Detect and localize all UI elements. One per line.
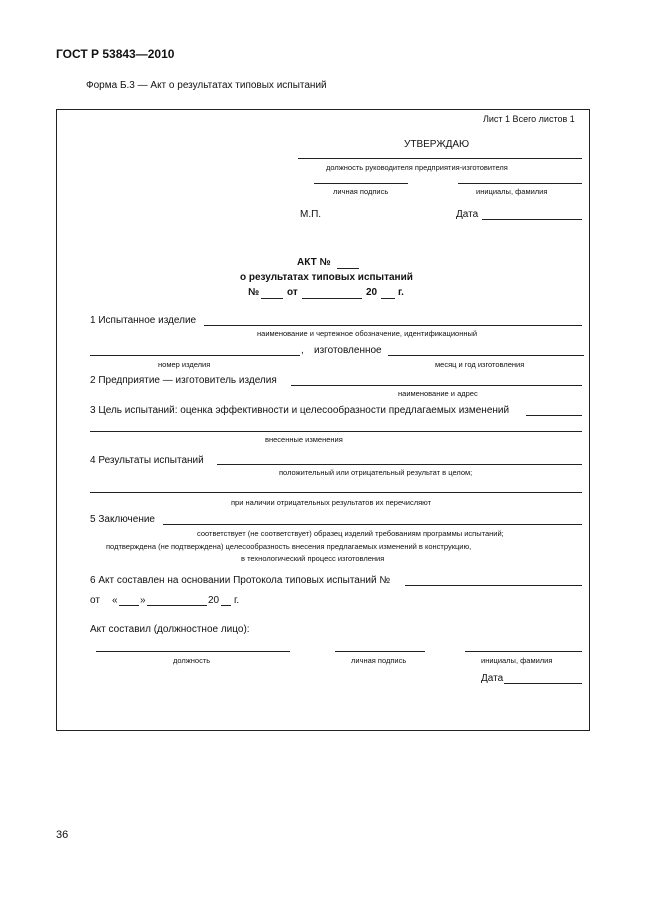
item6-g: г. [234, 595, 240, 606]
item5-caption1: соответствует (не соответствует) образец изделий требованиям программы испытаний; [197, 529, 504, 538]
item4-caption2: при наличии отрицательных результатов их перечисляют [231, 498, 432, 507]
item4-label: 4 Результаты испытаний [90, 455, 204, 466]
compiler-caption-signature: личная подпись [351, 656, 407, 665]
item6-year: 20 [208, 595, 220, 606]
item6-year-line [221, 605, 231, 606]
item5-caption3: в технологический процесс изготовления [241, 554, 385, 563]
compiler-date-line [504, 683, 582, 684]
signature-caption: личная подпись [333, 187, 389, 196]
name-caption: инициалы, фамилия [476, 187, 548, 196]
act-number-line [337, 268, 359, 269]
item1-number-line [90, 355, 300, 356]
item4-line-a [217, 464, 582, 465]
item5-label: 5 Заключение [90, 514, 155, 525]
approval-date-line [482, 219, 582, 220]
item6-day-line [119, 605, 139, 606]
item6-month-line [147, 605, 207, 606]
position-line [298, 158, 582, 159]
form-frame [56, 109, 590, 731]
standard-header: ГОСТ Р 53843—2010 [56, 47, 175, 61]
item4-caption1: положительный или отрицательный результат в целом; [279, 468, 473, 477]
position-caption: должность руководителя предприятия-изготовителя [326, 163, 508, 172]
form-caption: Форма Б.3 — Акт о результатах типовых испытаний [86, 80, 327, 91]
item1-made-label: изготовленное [314, 345, 382, 356]
act-no-line [261, 298, 283, 299]
act-from-label: от [287, 287, 298, 298]
approval-title: УТВЕРЖДАЮ [404, 139, 470, 150]
item6-line [405, 585, 582, 586]
item6-label: 6 Акт составлен на основании Протокола типовых испытаний № [90, 575, 391, 586]
compiler-caption-position: должность [173, 656, 211, 665]
item5-line [163, 524, 582, 525]
act-title: о результатах типовых испытаний [240, 272, 413, 283]
item2-caption: наименование и адрес [398, 389, 478, 398]
compiler-position-line [96, 651, 290, 652]
act-year-line [381, 298, 395, 299]
act-no-label: № [248, 287, 260, 298]
item4-line-b [90, 492, 582, 493]
compiler-name-line [465, 651, 582, 652]
item2-line [291, 385, 582, 386]
item6-from: от [90, 595, 100, 606]
item1-date-line [388, 355, 584, 356]
name-line [458, 183, 582, 184]
item6-quote-close: » [140, 595, 146, 606]
item2-label: 2 Предприятие — изготовитель изделия [90, 375, 277, 386]
item1-line [204, 325, 582, 326]
approval-date-label: Дата [456, 209, 479, 220]
act-year: 20 [366, 287, 378, 298]
compiler-label: Акт составил (должностное лицо): [90, 624, 250, 635]
act-date-line [302, 298, 362, 299]
item6-quote-open: « [112, 595, 118, 606]
item1-label: 1 Испытанное изделие [90, 315, 197, 326]
item1-caption-number: номер изделия [158, 360, 211, 369]
act-g: г. [398, 287, 404, 298]
compiler-signature-line [335, 651, 425, 652]
page-number: 36 [56, 829, 69, 841]
item3-caption: внесенные изменения [265, 435, 343, 444]
compiler-date-label: Дата [481, 673, 504, 684]
item1-caption: наименование и чертежное обозначение, идентификационный [257, 329, 478, 338]
seal-label: М.П. [300, 209, 322, 220]
item3-label: 3 Цель испытаний: оценка эффективности и целесообразности предлагаемых изменений [90, 405, 510, 416]
item5-caption2: подтверждена (не подтверждена) целесообразность внесения предлагаемых изменений в конструкцию, [106, 542, 472, 551]
compiler-caption-name: инициалы, фамилия [481, 656, 553, 665]
item3-line-a [526, 415, 582, 416]
act-title-number: АКТ № [297, 257, 331, 268]
sheet-info: Лист 1 Всего листов 1 [483, 114, 575, 124]
item1-caption-date: месяц и год изготовления [435, 360, 525, 369]
item3-line-b [90, 431, 582, 432]
signature-line [314, 183, 408, 184]
